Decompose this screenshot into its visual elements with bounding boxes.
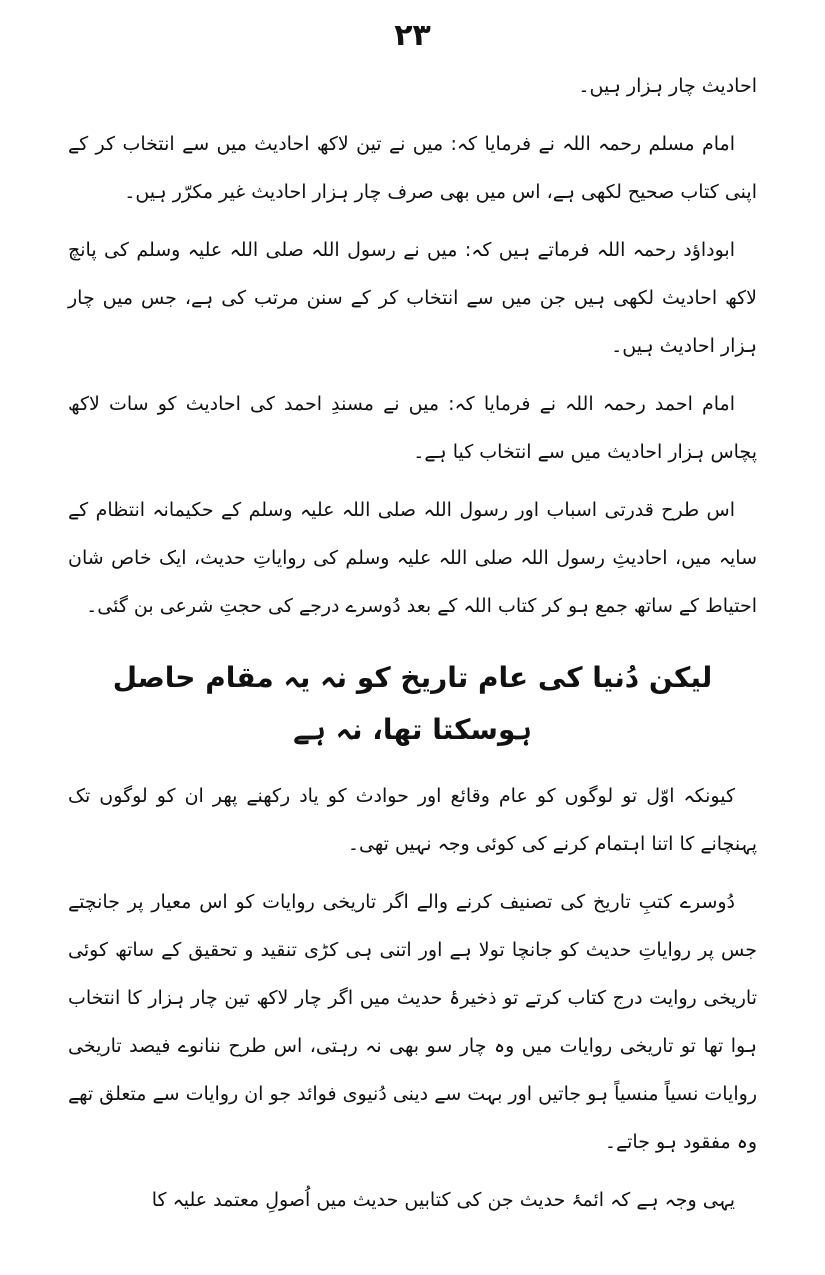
paragraph: یہی وجہ ہے کہ ائمۂ حدیث جن کی کتابیں حدیث میں اُصولِ معتمد علیہ کا xyxy=(151,1189,735,1211)
section-hadith-compilation xyxy=(68,62,757,630)
paragraph: کیونکہ اوّل تو لوگوں کو عام وقائع اور حوادث کو یاد رکھنے پھر ان کو لوگوں تک پہنچانے کا اتنا اہتمام کرنے کی کوئی وجہ نہیں تھی۔ xyxy=(68,785,757,855)
section-history xyxy=(68,772,757,1224)
section-heading: لیکن دُنیا کی عام تاریخ کو نہ یہ مقام حاصل ہوسکتا تھا، نہ ہے xyxy=(112,661,713,746)
paragraph: دُوسرے کتبِ تاریخ کی تصنیف کرنے والے اگر تاریخی روایات کو اس معیار پر جانچتے جس پر روایاتِ حدیث کو جانچا تولا ہے اور اتنی ہی کڑی تنقید و تحقیق کے ساتھ کوئی تاریخی روایت درج کتاب کرتے تو ذخیرۂ حدیث میں اگر چار لاکھ تین چار ہزار کا انتخاب ہوا تھا تو تاریخی روایات میں وہ چار سو بھی نہ رہتی، اس طرح ننانوے فیصد تاریخی روایات نسیاً منسیاً ہو جاتیں اور بہت سے دینی دُنیوی فوائد جو ان روایات سے متعلق تھے وہ مفقود ہو جاتے۔ xyxy=(68,891,757,1153)
page-number: ۲۳ xyxy=(394,18,431,53)
paragraph: امام مسلم رحمہ اللہ نے فرمایا کہ: میں نے تین لاکھ احادیث میں سے انتخاب کر کے اپنی کتاب صحیح لکھی ہے، اس میں بھی صرف چار ہزار احادیث غیر مکرّر ہیں۔ xyxy=(68,133,757,203)
paragraph: احادیث چار ہزار ہیں۔ xyxy=(578,75,757,97)
paragraph: اس طرح قدرتی اسباب اور رسول اللہ صلی اللہ علیہ وسلم کے حکیمانہ انتظام کے سایہ میں، احادیثِ رسول اللہ صلی اللہ علیہ وسلم کی روایاتِ حدیث، ایک خاص شان احتیاط کے ساتھ جمع ہو کر کتاب اللہ کے بعد دُوسرے درجے کی حجتِ شرعی بن گئی۔ xyxy=(68,499,757,617)
paragraph: ابوداؤد رحمہ اللہ فرماتے ہیں کہ: میں نے رسول اللہ صلی اللہ علیہ وسلم کی پانچ لاکھ احادیث لکھی ہیں جن میں سے انتخاب کر کے سنن مرتب کی ہے، جس میں چار ہزار احادیث ہیں۔ xyxy=(68,239,757,357)
paragraph: امام احمد رحمہ اللہ نے فرمایا کہ: میں نے مسندِ احمد کی احادیث کو سات لاکھ پچاس ہزار احادیث میں سے انتخاب کیا ہے۔ xyxy=(68,393,757,463)
